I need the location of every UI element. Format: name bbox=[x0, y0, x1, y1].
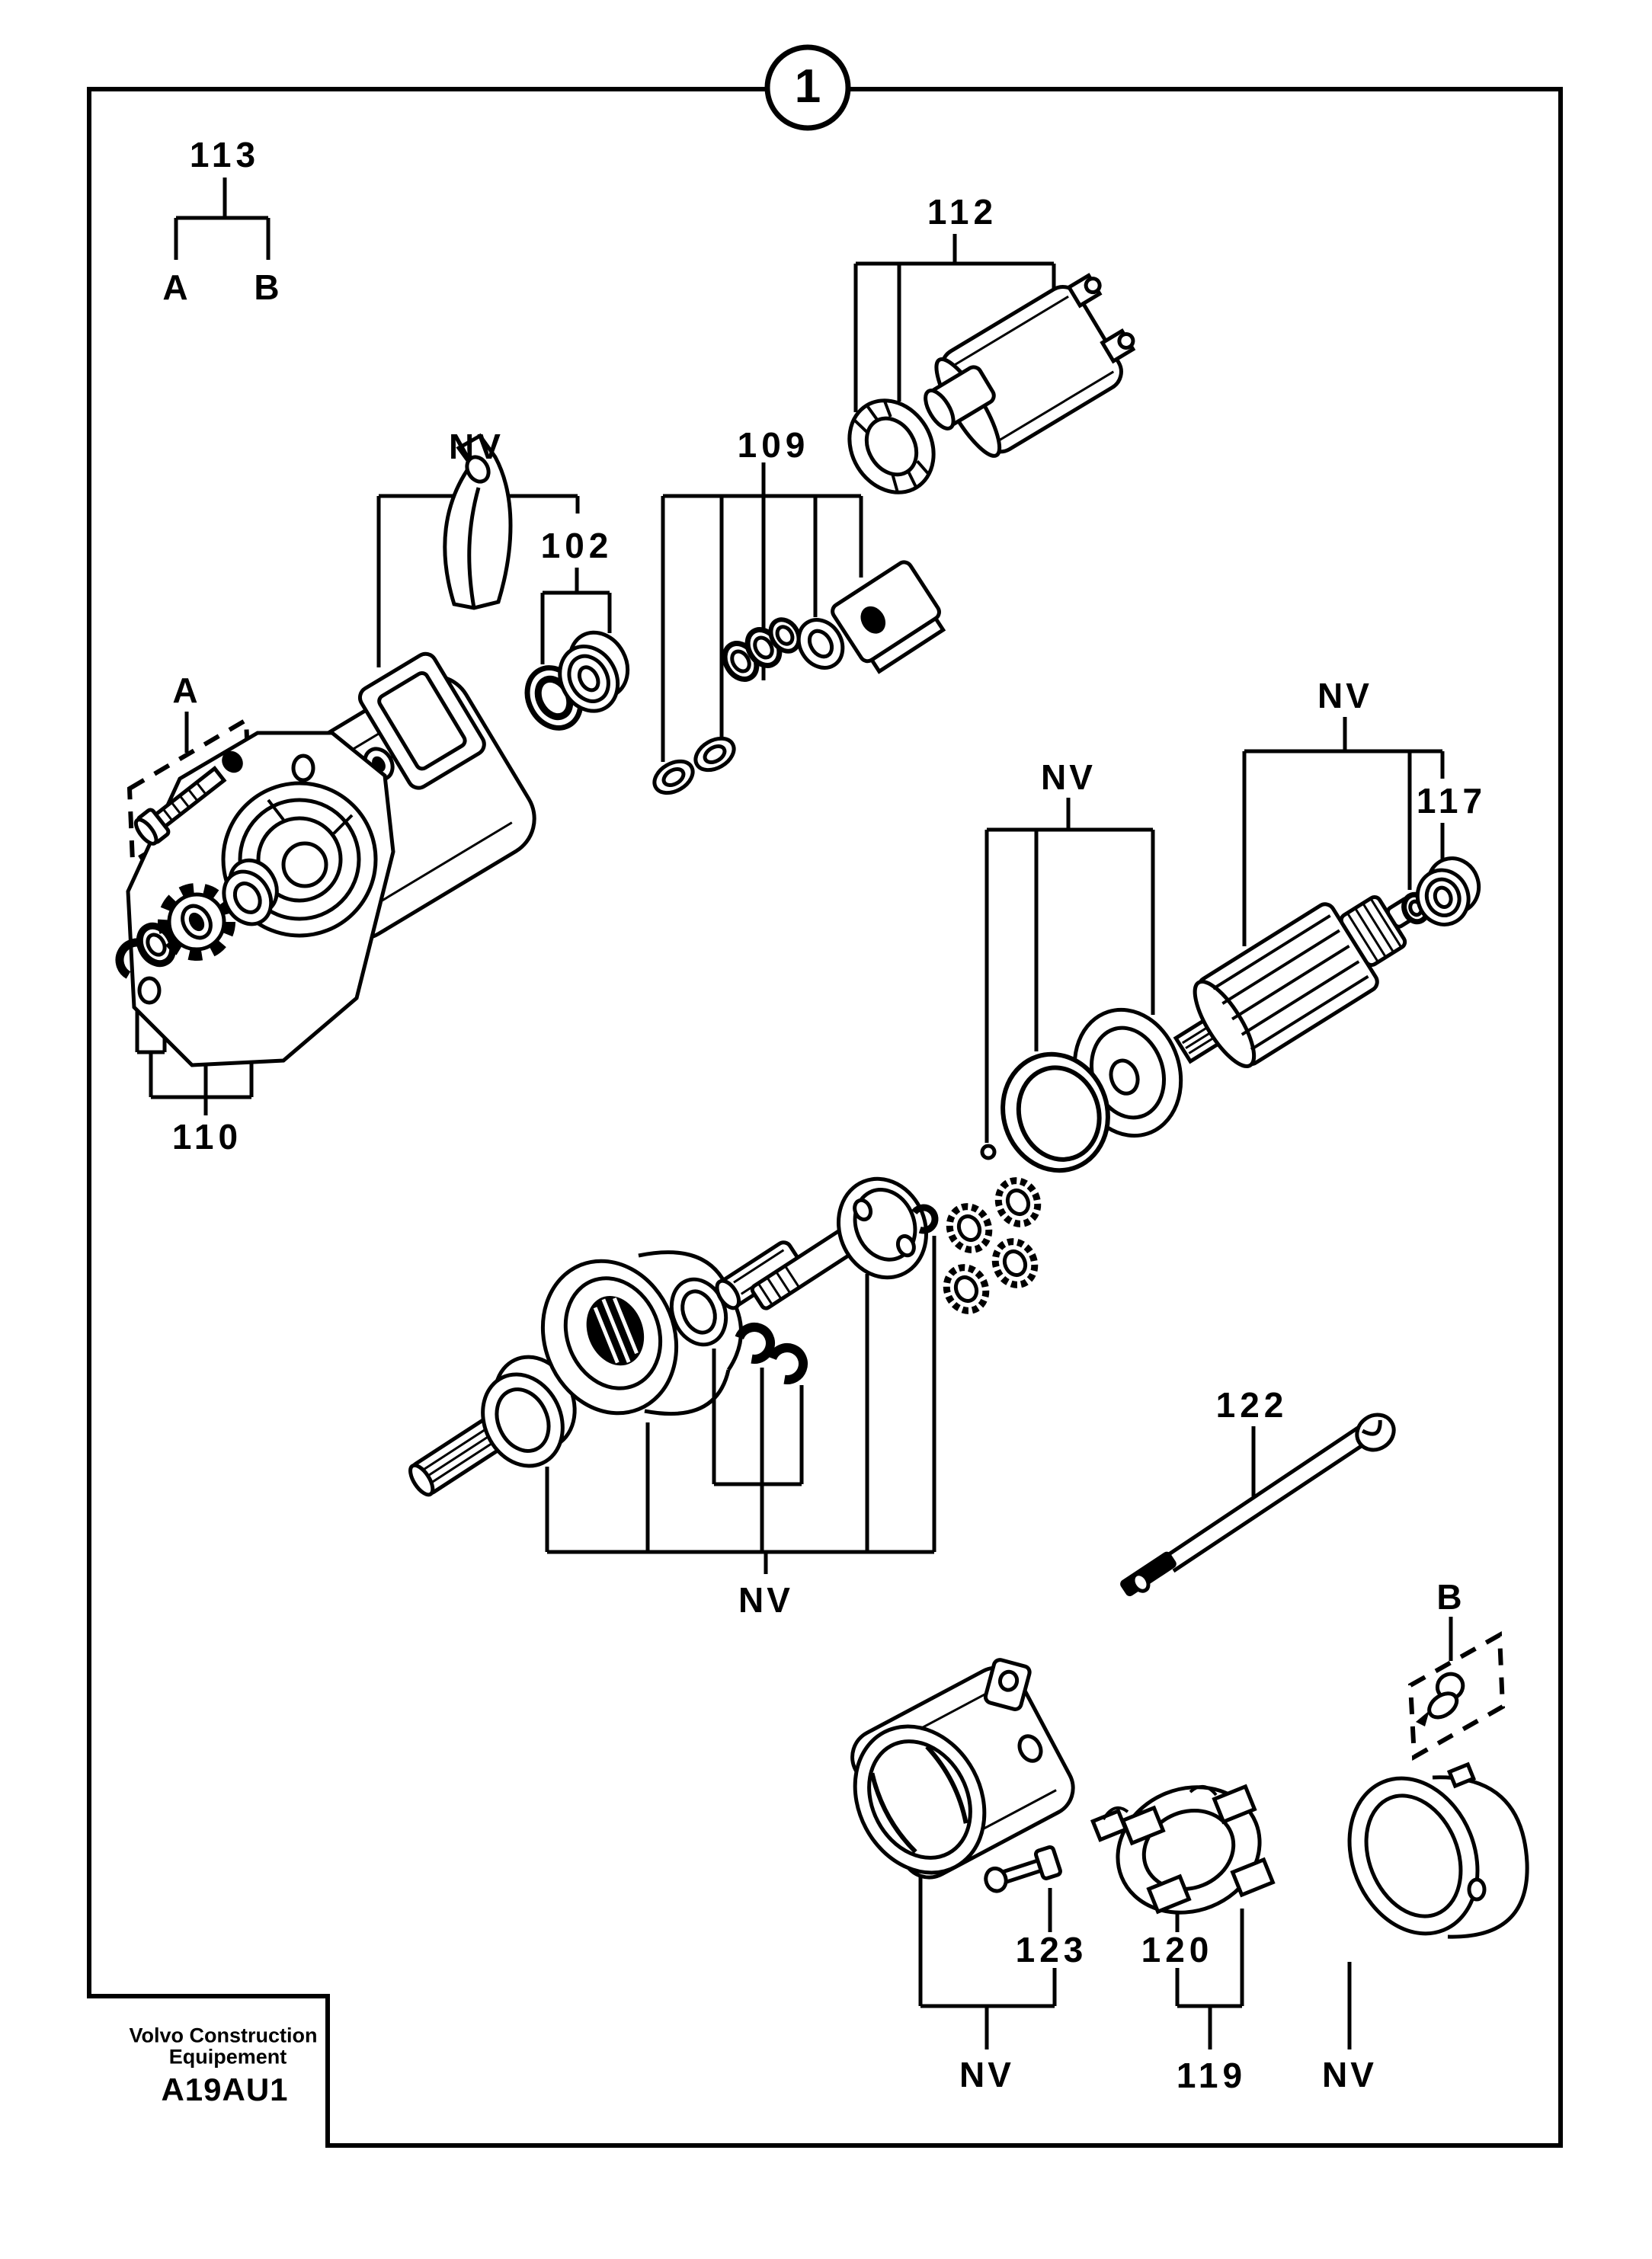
field-frame-drawing bbox=[830, 1658, 1082, 1896]
ref-label-a-detail: A bbox=[172, 670, 201, 710]
figure-number: 1 bbox=[794, 60, 821, 113]
ref-label-a-tree: A bbox=[162, 267, 191, 307]
callout-nv-end-cap: NV bbox=[1322, 2055, 1377, 2094]
callout-110[interactable]: 110 bbox=[171, 1117, 243, 1157]
callout-nv-housing: NV bbox=[449, 427, 504, 466]
callout-nv-clutch: NV bbox=[738, 1580, 793, 1620]
callout-120[interactable]: 120 bbox=[1141, 1930, 1214, 1969]
company-name-line2: Equipement bbox=[168, 2045, 287, 2069]
drawing-code: A19AU1 bbox=[161, 2072, 289, 2107]
planet-gears-drawing bbox=[940, 1174, 1045, 1317]
callout-113[interactable]: 113 bbox=[189, 135, 261, 174]
lever-kit-drawing bbox=[649, 559, 949, 799]
callout-102[interactable]: 102 bbox=[540, 526, 613, 565]
page-border bbox=[89, 89, 1561, 2145]
solenoid-drawing bbox=[833, 267, 1149, 508]
callout-119[interactable]: 119 bbox=[1176, 2056, 1247, 2095]
bearing-117-drawing bbox=[1401, 851, 1489, 932]
callout-nv-seals: NV bbox=[1041, 757, 1096, 797]
company-name-line1: Volvo Construction bbox=[129, 2024, 318, 2047]
callout-122[interactable]: 122 bbox=[1215, 1385, 1289, 1425]
ref-label-b-detail: B bbox=[1436, 1577, 1465, 1617]
callout-117[interactable]: 117 bbox=[1416, 781, 1487, 821]
ref-label-b-tree: B bbox=[254, 267, 283, 307]
callout-nv-field-frame: NV bbox=[959, 2055, 1014, 2094]
end-cap-drawing bbox=[1327, 1759, 1527, 1953]
washer-set-drawing bbox=[982, 996, 1197, 1184]
through-bolt-drawing bbox=[1119, 1408, 1401, 1598]
callout-109[interactable]: 109 bbox=[737, 425, 810, 465]
callout-112[interactable]: 112 bbox=[927, 192, 998, 232]
seal-bearing-drawing bbox=[517, 622, 642, 738]
pivot-block bbox=[830, 559, 949, 676]
clutch-drawing bbox=[406, 1166, 941, 1499]
drive-housing-drawing bbox=[128, 650, 549, 1065]
callout-123[interactable]: 123 bbox=[1015, 1930, 1088, 1969]
armature-drawing bbox=[1157, 864, 1440, 1092]
brush-holder-drawing bbox=[1093, 1766, 1279, 1934]
callout-nv-armature: NV bbox=[1317, 676, 1372, 715]
